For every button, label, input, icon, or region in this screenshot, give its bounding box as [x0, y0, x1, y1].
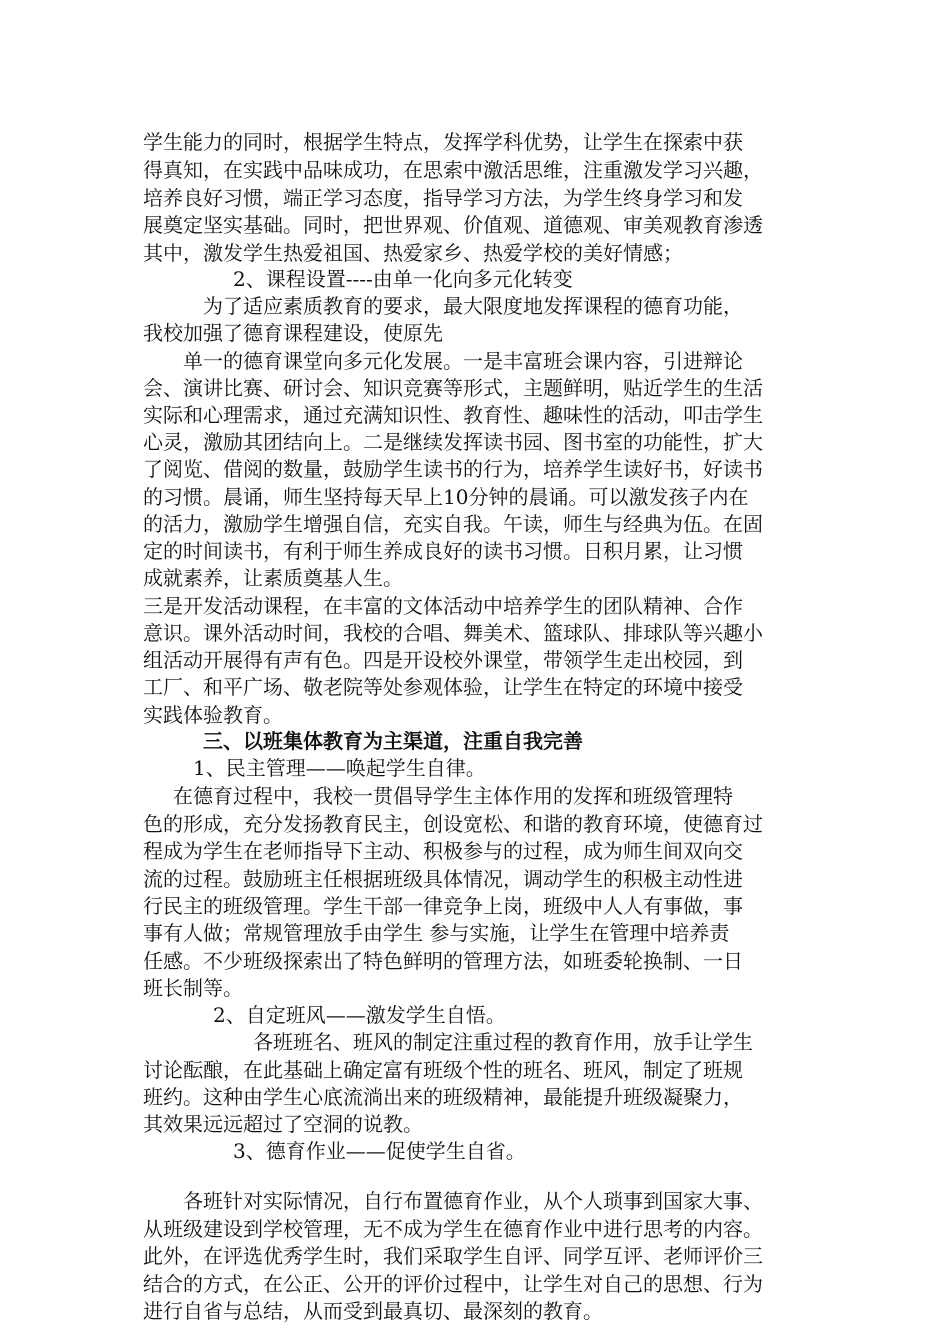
- subsection-heading: 2、自定班风——激发学生自悟。: [213, 1003, 506, 1027]
- body-text-line: 三是开发活动课程，在丰富的文体活动中培养学生的团队精神、合作: [143, 594, 743, 618]
- body-text-line: 实际和心理需求，通过充满知识性、教育性、趣味性的活动，叩击学生: [143, 403, 763, 427]
- body-text-line: 进行自省与总结，从而受到最真切、最深刻的教育。: [143, 1299, 603, 1323]
- body-text-line: 色的形成，充分发扬教育民主，创设宽松、和谐的教育环境，使德育过: [143, 812, 763, 836]
- body-text-line: 我校加强了德育课程建设，使原先: [143, 321, 443, 345]
- subsection-heading: 2、课程设置----由单一化向多元化转变: [233, 267, 573, 291]
- body-text-line: 的活力，激励学生增强自信，充实自我。午读，师生与经典为伍。在固: [143, 512, 763, 536]
- body-text-line: 结合的方式，在公正、公开的评价过程中，让学生对自己的思想、行为: [143, 1272, 763, 1296]
- body-text-line: 成就素养，让素质奠基人生。: [143, 566, 403, 590]
- body-text-line: 了阅览、借阅的数量，鼓励学生读书的行为，培养学生读好书，好读书: [143, 457, 763, 481]
- body-text-line: 定的时间读书，有利于师生养成良好的读书习惯。日积月累，让习惯: [143, 539, 743, 563]
- subsection-heading: 1、民主管理——唤起学生自律。: [193, 756, 486, 780]
- body-text-line: 会、演讲比赛、研讨会、知识竞赛等形式，主题鲜明，贴近学生的生活: [143, 376, 763, 400]
- body-text-line: 为了适应素质教育的要求，最大限度地发挥课程的德育功能，: [203, 294, 743, 318]
- body-text-line: 行民主的班级管理。学生干部一律竞争上岗，班级中人人有事做，事: [143, 894, 743, 918]
- subsection-heading: 3、德育作业——促使学生自省。: [233, 1139, 526, 1163]
- body-text-line: 在德育过程中，我校一贯倡导学生主体作用的发挥和班级管理特: [173, 784, 733, 808]
- body-text-line: 工厂、和平广场、敬老院等处参观体验，让学生在特定的环境中接受: [143, 675, 743, 699]
- body-text-line: 培养良好习惯，端正学习态度，指导学习方法，为学生终身学习和发: [143, 186, 743, 210]
- body-text-line: 单一的德育课堂向多元化发展。一是丰富班会课内容，引进辩论: [183, 349, 743, 373]
- body-text-line: 意识。课外活动时间，我校的合唱、舞美术、篮球队、排球队等兴趣小: [143, 621, 763, 645]
- body-text-line: 学生能力的同时，根据学生特点，发挥学科优势，让学生在探索中获: [143, 130, 743, 154]
- body-text-line: 各班班名、班风的制定注重过程的教育作用，放手让学生: [253, 1030, 753, 1054]
- body-text-line: 的习惯。晨诵，师生坚持每天早上10分钟的晨诵。可以激发孩子内在: [143, 485, 749, 509]
- body-text-line: 任感。不少班级探索出了特色鲜明的管理方法，如班委轮换制、一日: [143, 949, 743, 973]
- body-text-line: 心灵，激励其团结向上。二是继续发挥读书园、图书室的功能性，扩大: [143, 430, 763, 454]
- body-text-line: 流的过程。鼓励班主任根据班级具体情况，调动学生的积极主动性进: [143, 867, 743, 891]
- body-text-line: 得真知，在实践中品味成功，在思索中激活思维，注重激发学习兴趣，: [143, 158, 763, 182]
- body-text-line: 此外，在评选优秀学生时，我们采取学生自评、同学互评、老师评价三: [143, 1244, 763, 1268]
- body-text-line: 程成为学生在老师指导下主动、积极参与的过程，成为师生间双向交: [143, 839, 743, 863]
- body-text-line: 组活动开展得有声有色。四是开设校外课堂，带领学生走出校园，到: [143, 648, 743, 672]
- body-text-line: 讨论酝酿，在此基础上确定富有班级个性的班名、班风，制定了班规: [143, 1058, 743, 1082]
- section-heading: 三、以班集体教育为主渠道，注重自我完善: [203, 729, 583, 753]
- body-text-line: 从班级建设到学校管理，无不成为学生在德育作业中进行思考的内容。: [143, 1217, 763, 1241]
- body-text-line: 班长制等。: [143, 976, 243, 1000]
- body-text-line: 各班针对实际情况，自行布置德育作业，从个人琐事到国家大事、: [183, 1189, 763, 1213]
- body-text-line: 展奠定坚实基础。同时，把世界观、价值观、道德观、审美观教育渗透: [143, 213, 763, 237]
- body-text-line: 其效果远远超过了空洞的说教。: [143, 1112, 423, 1136]
- body-text-line: 事有人做；常规管理放手由学生 参与实施，让学生在管理中培养责: [143, 921, 730, 945]
- body-text-line: 其中，激发学生热爱祖国、热爱家乡、热爱学校的美好情感；: [143, 241, 683, 265]
- body-text-line: 班约。这种由学生心底流淌出来的班级精神，最能提升班级凝聚力，: [143, 1085, 743, 1109]
- body-text-line: 实践体验教育。: [143, 703, 283, 727]
